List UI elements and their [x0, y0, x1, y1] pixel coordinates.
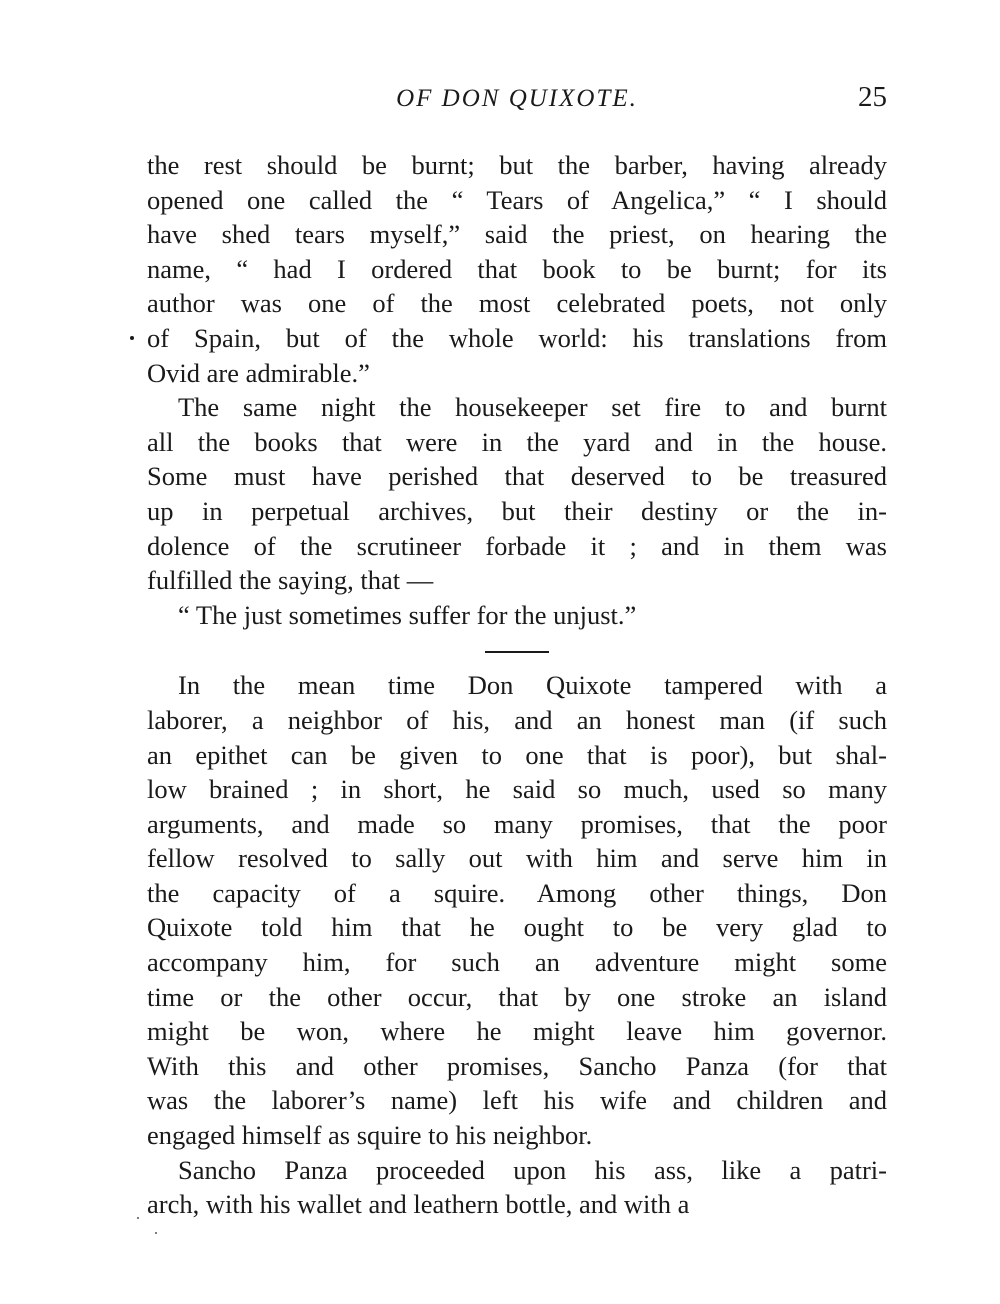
text-line: Ovid are admirable.”: [147, 357, 370, 388]
text-line: Quixote told him that he ought to be very glad to: [147, 912, 887, 943]
text-line: arch, with his wallet and leathern bottle, and with a: [147, 1189, 690, 1220]
text-line: up in perpetual archives, but their destiny or the in-: [147, 495, 887, 526]
text-line: low brained ; in short, he said so much, used so many: [147, 774, 887, 805]
text-line: fulfilled the saying, that —: [147, 565, 434, 596]
text-line: the rest should be burnt; but the barber, having already: [147, 150, 887, 180]
text-line: The same night the housekeeper set fire to and burnt: [178, 392, 887, 423]
body-text: [147, 148, 887, 1222]
paragraph: [147, 1153, 887, 1222]
paragraph: [147, 668, 887, 1152]
text-before-break: [147, 148, 887, 632]
text-line: the capacity of a squire. Among other things, Don: [147, 877, 887, 908]
paragraph: [147, 598, 887, 633]
text-line: arguments, and made so many promises, that the poor: [147, 808, 887, 839]
text-line: fellow resolved to sally out with him and serve him in: [147, 843, 887, 874]
text-line: name, “ had I ordered that book to be burnt; for its: [147, 253, 887, 284]
page-number: 25: [858, 81, 887, 113]
text-after-break: [147, 668, 887, 1222]
text-line: was the laborer’s name) left his wife and children and: [147, 1085, 887, 1116]
text-line: have shed tears myself,” said the priest, on hearing the: [147, 219, 887, 250]
section-break-rule: [485, 651, 549, 653]
paragraph: [147, 390, 887, 598]
running-head: [147, 82, 887, 116]
text-line: dolence of the scrutineer forbade it ; and in them was: [147, 530, 887, 561]
text-line: opened one called the “ Tears of Angelica,” “ I should: [147, 184, 887, 215]
text-line: of Spain, but of the whole world: his translations from: [147, 322, 887, 353]
text-line: accompany him, for such an adventure might some: [147, 947, 887, 978]
ink-speck: [137, 1217, 139, 1219]
text-line: time or the other occur, that by one stroke an island: [147, 981, 887, 1012]
running-title: OF DON QUIXOTE.: [396, 85, 638, 112]
text-line: author was one of the most celebrated poets, not only: [147, 288, 887, 319]
text-line: In the mean time Don Quixote tampered with a: [178, 670, 887, 701]
text-line: Sancho Panza proceeded upon his ass, like a patri-: [178, 1154, 887, 1185]
text-line: an epithet can be given to one that is poor), but shal-: [147, 739, 887, 770]
text-line: With this and other promises, Sancho Panza (for that: [147, 1050, 887, 1081]
text-line: might be won, where he might leave him governor.: [147, 1016, 887, 1047]
text-line: Some must have perished that deserved to be treasured: [147, 461, 887, 492]
ink-speck: [155, 1232, 157, 1234]
text-line: all the books that were in the yard and in the house.: [147, 426, 887, 457]
paragraph: [147, 148, 887, 390]
text-line: engaged himself as squire to his neighbor.: [147, 1120, 593, 1151]
text-line: “ The just sometimes suffer for the unjust.”: [178, 599, 637, 630]
text-line: laborer, a neighbor of his, and an honest man (if such: [147, 704, 887, 735]
margin-dot: [130, 336, 134, 340]
